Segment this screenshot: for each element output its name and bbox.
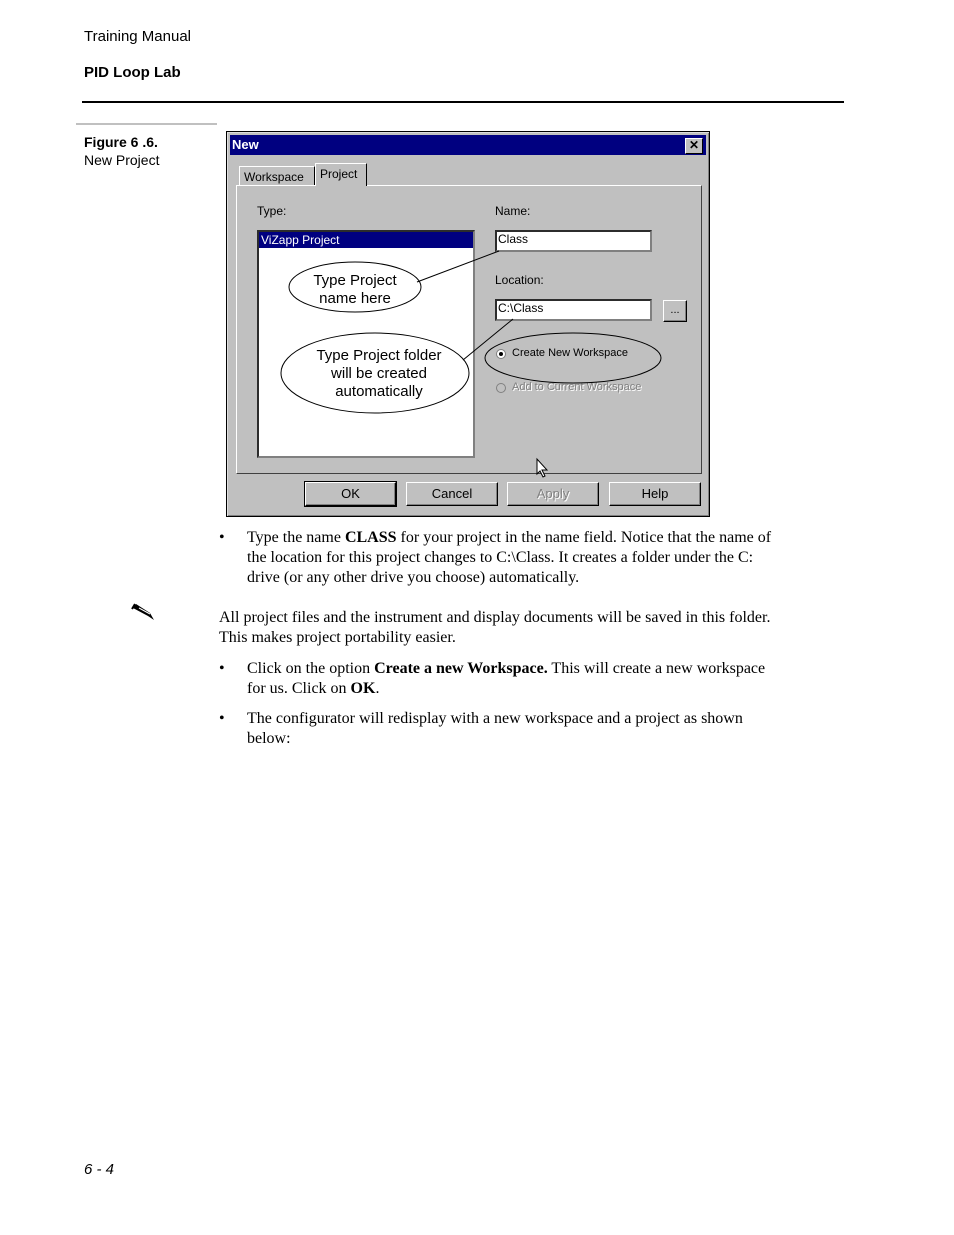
note-text xyxy=(219,608,839,648)
bullet-1-bold: CLASS xyxy=(344,529,397,546)
bullet-2-pre: Click on the option xyxy=(247,660,375,677)
name-callout-line2: name here xyxy=(319,290,391,307)
bullet-3-line2: below: xyxy=(247,730,291,747)
name-callout-text xyxy=(293,272,417,308)
folder-callout-text xyxy=(289,347,469,401)
list-item[interactable]: ViZapp Project xyxy=(259,232,473,248)
name-callout-line1: Type Project xyxy=(313,272,397,289)
location-field[interactable]: C:\Class xyxy=(495,299,652,321)
page-number: 6 - 4 xyxy=(84,1161,115,1178)
ok-button[interactable]: OK xyxy=(305,482,396,506)
close-icon[interactable]: ✕ xyxy=(685,138,703,154)
folder-callout-leader xyxy=(463,319,513,360)
tab-workspace[interactable]: Workspace xyxy=(239,166,315,186)
folder-callout-line1: Type Project folder xyxy=(316,347,442,364)
bullet-2-glyph: • xyxy=(219,660,225,677)
bullet-3-line1: The configurator will redisplay with a new workspace and a project as shown xyxy=(247,710,743,727)
bullet-2-line2-pre: for us. Click on xyxy=(247,680,351,697)
help-button[interactable]: Help xyxy=(609,482,701,506)
bullet-1-text xyxy=(247,528,827,588)
cancel-button[interactable]: Cancel xyxy=(406,482,498,506)
bullet-1-line3: drive (or any other drive you choose) automatically. xyxy=(247,569,580,586)
bullet-1-glyph: • xyxy=(219,529,225,546)
create-workspace-highlight xyxy=(485,333,661,383)
bullet-3-glyph: • xyxy=(219,710,225,727)
bullet-1-post: for your project in the name field. Notice that the name of xyxy=(396,529,772,546)
annotation-overlay xyxy=(227,132,711,518)
folder-callout-line2: will be created xyxy=(331,365,427,382)
note-line2: This makes project portability easier. xyxy=(219,629,456,646)
browse-button[interactable]: ... xyxy=(663,300,687,322)
figure-label: Figure 6 .6. xyxy=(84,134,158,150)
bullet-2-text xyxy=(247,659,827,699)
bullet-2-bold: Create a new Workspace. xyxy=(374,660,548,677)
pencil-icon xyxy=(130,600,160,622)
name-label: Name: xyxy=(495,204,531,218)
name-callout-leader xyxy=(417,251,499,282)
figure-rule xyxy=(76,123,217,125)
running-header-section: PID Loop Lab xyxy=(84,64,181,81)
add-workspace-label[interactable]: Add to Current Workspace xyxy=(512,381,642,393)
note-line1: All project files and the instrument and display documents will be saved in this folder. xyxy=(219,609,771,626)
bullet-1-line2: the location for this project changes to C:\Class. It creates a folder under the C: xyxy=(247,549,754,566)
running-header-title: Training Manual xyxy=(84,28,191,45)
apply-button[interactable]: Apply xyxy=(507,482,599,506)
header-rule xyxy=(82,101,844,103)
bullet-1-pre: Type the name xyxy=(247,529,345,546)
create-workspace-label[interactable]: Create New Workspace xyxy=(512,347,628,359)
bullet-2-line2-bold: OK xyxy=(350,680,376,697)
tab-project[interactable]: Project xyxy=(315,163,367,186)
name-field[interactable]: Class xyxy=(495,230,652,252)
bullet-2-line2-post: . xyxy=(375,680,380,697)
mouse-cursor-icon xyxy=(537,459,547,477)
bullet-3-text xyxy=(247,709,827,749)
bullet-2-post: This will create a new workspace xyxy=(547,660,766,677)
location-label: Location: xyxy=(495,273,544,287)
folder-callout-line3: automatically xyxy=(335,383,423,400)
dialog-title: New xyxy=(232,137,259,152)
new-dialog xyxy=(226,131,710,517)
figure-caption: New Project xyxy=(84,152,160,168)
type-label: Type: xyxy=(257,204,287,218)
